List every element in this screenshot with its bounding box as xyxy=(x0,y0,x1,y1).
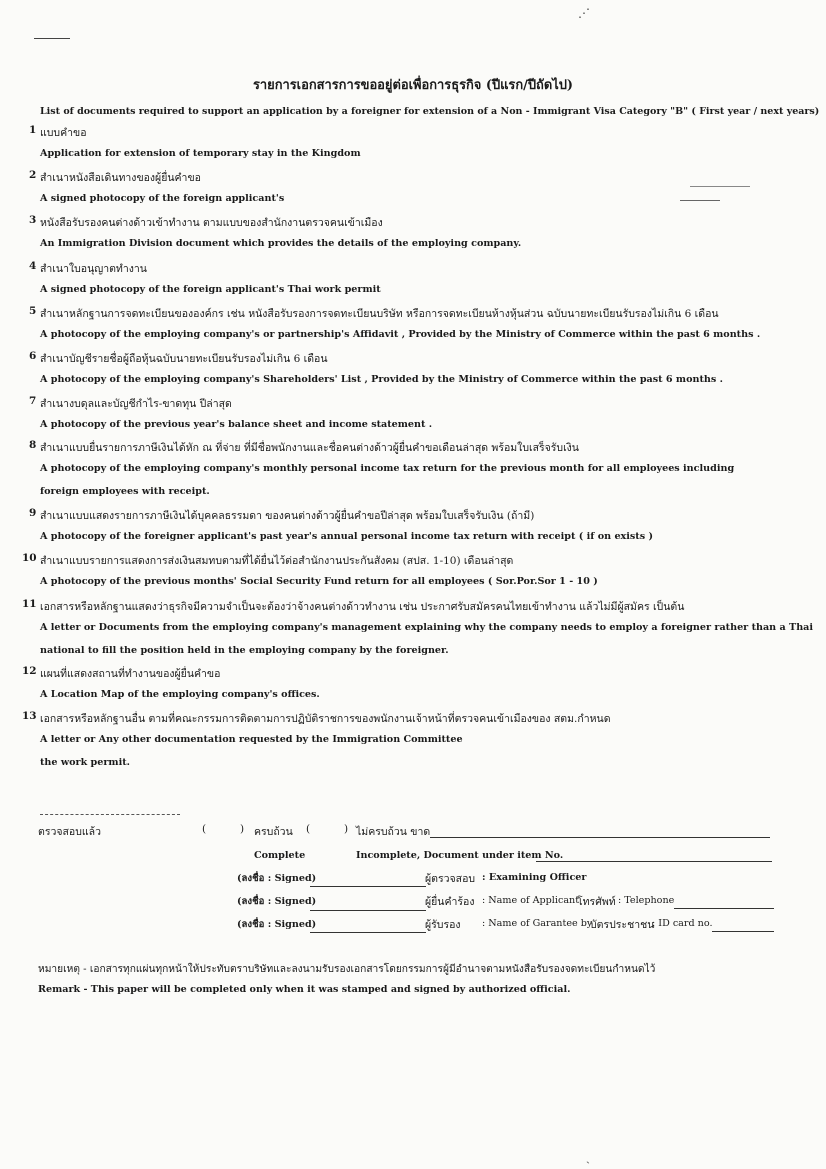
item-english-text: A photocopy of the employing company's monthly personal income tax return for the previous month for all employees including xyxy=(40,463,735,474)
scan-mark xyxy=(40,814,180,815)
missing-items-en-line xyxy=(536,861,772,862)
complete-paren-close: ) xyxy=(240,823,245,835)
item-thai-text: เอกสารหรือหลักฐานแสดงว่าธุรกิจมีความจำเป็นจะต้องว่าจ้างคนต่างด้าวทำงาน เช่น ประกาศรับสมัครคนไทยเข้าทำงาน แล้วไม่มีผู้สมัคร เป็นต้น xyxy=(40,601,685,613)
item-number: 12 xyxy=(22,665,37,677)
item-thai-text: หนังสือรับรองคนต่างด้าวเข้าทำงาน ตามแบบของสำนักงานตรวจคนเข้าเมือง xyxy=(40,217,383,229)
scan-mark xyxy=(34,38,70,39)
telephone-th: โทรศัพท์ xyxy=(577,896,616,908)
item-number: 11 xyxy=(22,598,37,610)
item-thai-text: สำเนางบดุลและบัญชีกำไร-ขาดทุน ปีล่าสุด xyxy=(40,398,232,410)
item-english-text: A photocopy of the previous year's balance sheet and income statement . xyxy=(40,419,433,430)
item-number: 2 xyxy=(29,169,37,181)
incomplete-paren-close: ) xyxy=(344,823,349,835)
item-number: 1 xyxy=(29,124,37,136)
remark-english: Remark - This paper will be completed only when it was stamped and signed by authorized official. xyxy=(38,984,571,995)
telephone-en: : Telephone xyxy=(618,895,675,906)
incomplete-en-label: Incomplete, Document under item No. xyxy=(356,850,564,861)
page-title: รายการเอกสารการขออยู่ต่อเพื่อการธุรกิจ (ปีแรก/ปีถัดไป) xyxy=(253,78,573,93)
telephone-line xyxy=(674,908,774,909)
item-english-text: A photocopy of the foreigner applicant's past year's annual personal income tax return with receipt ( if on exists ) xyxy=(40,531,654,542)
item-number: 4 xyxy=(29,260,37,272)
scan-speck: ⋰ xyxy=(578,6,590,20)
item-thai-text: สำเนาบัญชีรายชื่อผู้ถือหุ้นฉบับนายทะเบียนรับรองไม่เกิน 6 เดือน xyxy=(40,353,328,365)
item-english-text: national to fill the position held in the employing company by the foreigner. xyxy=(40,645,449,656)
item-thai-text: สำเนาแบบยื่นรายการภาษีเงินได้หัก ณ ที่จ่าย ที่มีชื่อพนักงานและชื่อคนต่างด้าวผู้ยื่นคำขอเดือนล่าสุด พร้อมใบเสร็จรับเงิน xyxy=(40,442,579,454)
item-number: 13 xyxy=(22,710,37,722)
item-thai-text: เอกสารหรือหลักฐานอื่น ตามที่คณะกรรมการติดตามการปฏิบัติราชการของพนักงานเจ้าหน้าที่ตรวจคนเข้าเมืองของ สตม.กำหนด xyxy=(40,713,611,725)
item-thai-text: สำเนาหลักฐานการจดทะเบียนขององค์กร เช่น หนังสือรับรองการจดทะเบียนบริษัท หรือการจดทะเบียนห้างหุ้นส่วน ฉบับนายทะเบียนรับรองไม่เกิน 6 เดือน xyxy=(40,308,719,320)
incomplete-paren-open: ( xyxy=(306,823,311,835)
examining-officer-th: ผู้ตรวจสอบ xyxy=(425,873,476,885)
item-thai-text: สำเนาแบบแสดงรายการภาษีเงินได้บุคคลธรรมดา ของคนต่างด้าวผู้ยื่นคำขอปีล่าสุด พร้อมใบเสร็จรับเงิน (ถ้ามี) xyxy=(40,510,535,522)
item-english-text: A photocopy of the previous months' Social Security Fund return for all employees ( Sor.Por.Sor 1 - 10 ) xyxy=(40,576,598,587)
item-thai-text: แบบคำขอ xyxy=(40,127,87,139)
page-subtitle: List of documents required to support an application by a foreigner for extension of a Non - Immigrant Visa Category "B" ( First year / next years) xyxy=(40,106,820,117)
item-english-text: Application for extension of temporary stay in the Kingdom xyxy=(40,148,361,159)
item-english-text: A signed photocopy of the foreign applicant's Thai work permit xyxy=(40,284,381,295)
item-number: 7 xyxy=(29,395,37,407)
complete-paren-open: ( xyxy=(202,823,207,835)
checked-label: ตรวจสอบแล้ว xyxy=(38,826,101,838)
item-english-text: A Location Map of the employing company's offices. xyxy=(40,689,320,700)
item-english-text: A photocopy of the employing company's Shareholders' List , Provided by the Ministry of Commerce within the past 6 months . xyxy=(40,374,723,385)
guarantor-en: : Name of Garantee by xyxy=(482,918,593,929)
id-card-en: : ID card no. xyxy=(652,918,713,929)
id-card-line xyxy=(712,931,774,932)
item-english-text: An Immigration Division document which provides the details of the employing company. xyxy=(40,238,522,249)
scan-mark xyxy=(690,186,750,187)
item-english-text: A signed photocopy of the foreign applicant's xyxy=(40,193,285,204)
item-english-text: the work permit. xyxy=(40,757,130,768)
item-number: 5 xyxy=(29,305,37,317)
signed-label-3: (ลงชื่อ : Signed) xyxy=(237,919,317,930)
item-english-text: A photocopy of the employing company's or partnership's Affidavit , Provided by the Ministry of Commerce within the past 6 months . xyxy=(40,329,761,340)
signature-line-3 xyxy=(310,932,426,933)
item-number: 3 xyxy=(29,214,37,226)
applicant-th: ผู้ยื่นคำร้อง xyxy=(425,896,475,908)
complete-en-label: Complete xyxy=(254,850,306,861)
item-english-text: A letter or Any other documentation requested by the Immigration Committee xyxy=(40,734,463,745)
item-thai-text: สำเนาหนังสือเดินทางของผู้ยื่นคำขอ xyxy=(40,172,201,184)
incomplete-checkbox-label: ไม่ครบถ้วน ขาด xyxy=(356,826,431,838)
applicant-en: : Name of Applicant xyxy=(482,895,580,906)
remark-thai: หมายเหตุ - เอกสารทุกแผ่นทุกหน้าให้ประทับตราบริษัทและลงนามรับรองเอกสารโดยกรรมการผู้มีอำนาจตามหนังสือรับรองจดทะเบียนกำหนดไว้ xyxy=(38,964,656,975)
item-english-text: A letter or Documents from the employing company's management explaining why the company needs to employ a foreigner rather than a Thai xyxy=(40,622,814,633)
signed-label-1: (ลงชื่อ : Signed) xyxy=(237,873,317,884)
item-thai-text: สำเนาแบบรายการแสดงการส่งเงินสมทบตามที่ได้ยื่นไว้ต่อสำนักงานประกันสังคม (สปส. 1-10) เดือนล่าสุด xyxy=(40,555,514,567)
scan-speck: ˏ xyxy=(586,1150,590,1164)
missing-items-line xyxy=(430,837,770,838)
item-english-text: foreign employees with receipt. xyxy=(40,486,210,497)
item-number: 6 xyxy=(29,350,37,362)
signature-line-2 xyxy=(310,910,426,911)
examining-officer-en: : Examining Officer xyxy=(482,872,587,883)
signature-line-1 xyxy=(310,886,426,887)
item-number: 8 xyxy=(29,439,37,451)
item-thai-text: สำเนาใบอนุญาตทำงาน xyxy=(40,263,147,275)
item-thai-text: แผนที่แสดงสถานที่ทำงานของผู้ยื่นคำขอ xyxy=(40,668,221,680)
item-number: 10 xyxy=(22,552,37,564)
guarantor-th: ผู้รับรอง xyxy=(425,919,461,931)
signed-label-2: (ลงชื่อ : Signed) xyxy=(237,896,317,907)
item-number: 9 xyxy=(29,507,37,519)
id-card-th: บัตรประชาชน xyxy=(590,919,655,931)
scan-mark xyxy=(680,200,720,201)
complete-checkbox-label: ครบถ้วน xyxy=(254,826,293,838)
